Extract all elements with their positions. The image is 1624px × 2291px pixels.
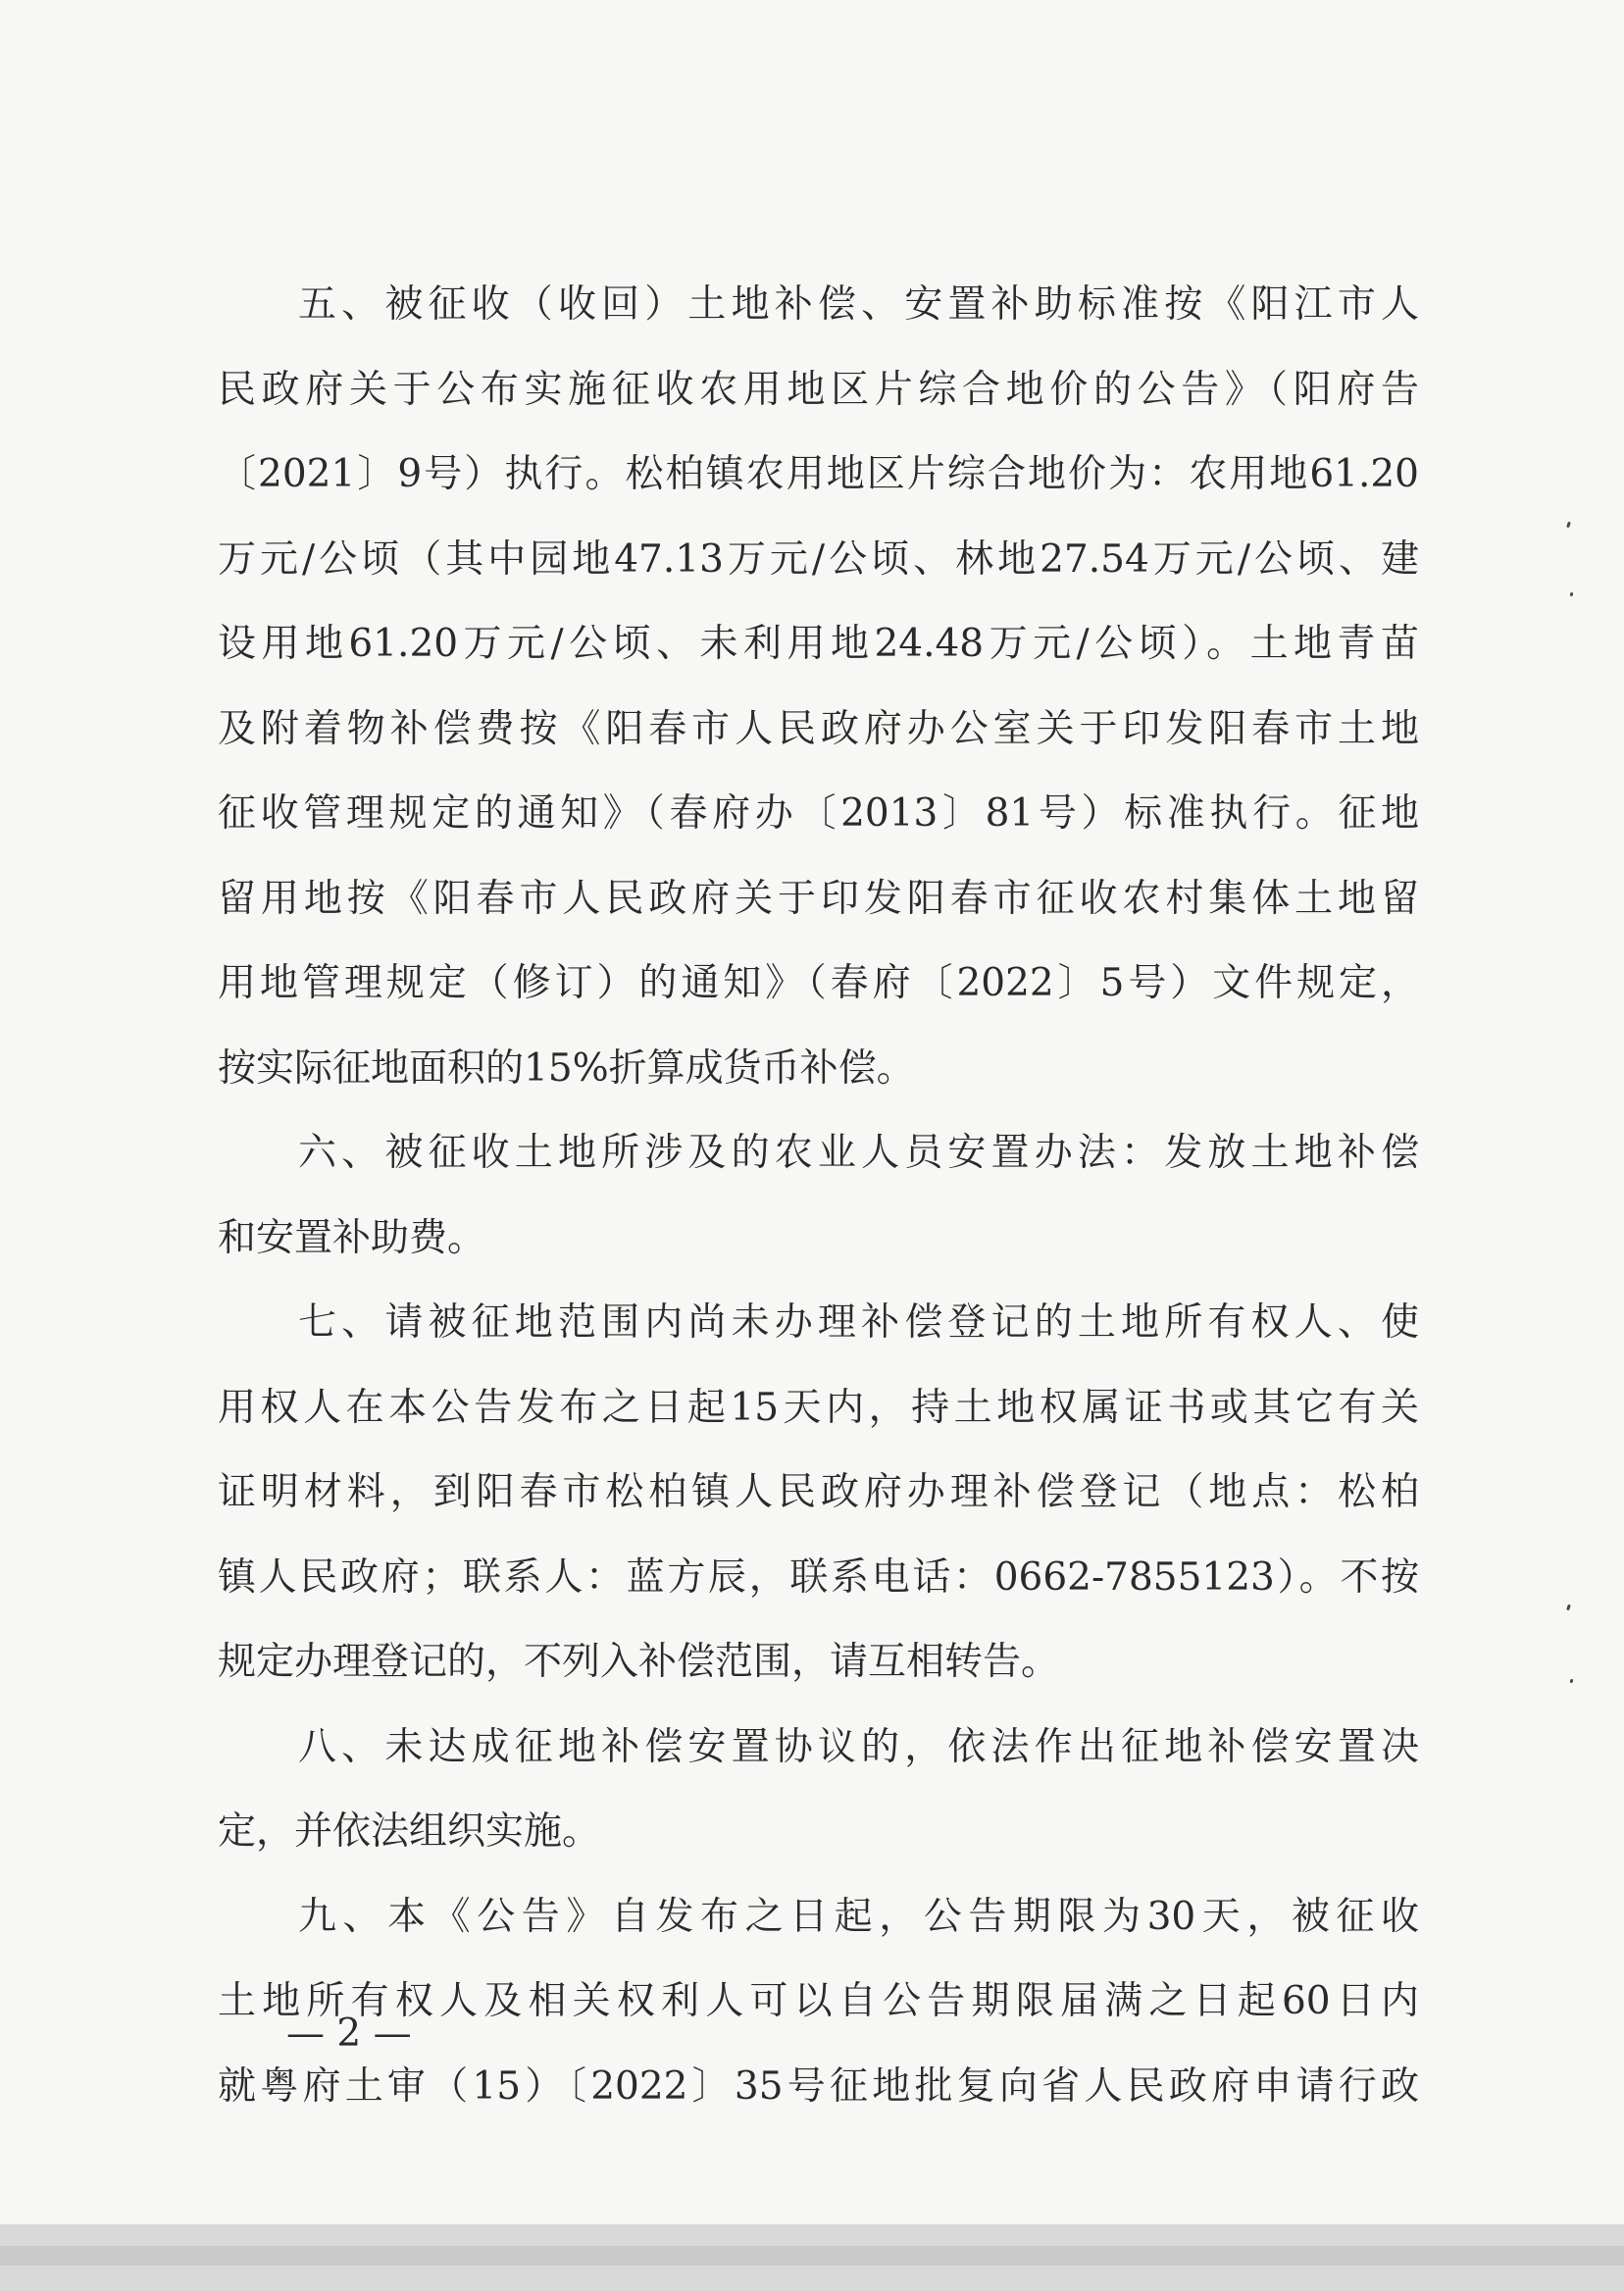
paragraph-5-line-10: 按实际征地面积的15%折算成货币补偿。 [218, 1045, 915, 1091]
paragraph-9-line-1: 九、本《公告》自发布之日起，公告期限为30天，被征收 [298, 1894, 1419, 1939]
scan-bottom-shadow [0, 2246, 1624, 2266]
scan-speck [1566, 522, 1571, 529]
page-number: — 2 — [286, 2011, 412, 2056]
paragraph-6-line-2: 和安置补助费。 [218, 1215, 486, 1260]
scan-speck [1566, 1604, 1571, 1611]
scan-speck [1569, 1679, 1573, 1684]
paragraph-7-line-2: 用权人在本公告发布之日起15天内，持土地权属证书或其它有关 [218, 1385, 1419, 1430]
paragraph-5-line-7: 征收管理规定的通知》（春府办〔2013〕81号）标准执行。征地 [218, 791, 1419, 836]
paragraph-5-line-1: 五、被征收（收回）土地补偿、安置补助标准按《阳江市人 [298, 282, 1419, 327]
paragraph-9-line-3: 就粤府土审（15）〔2022〕35号征地批复向省人民政府申请行政 [218, 2063, 1419, 2109]
document-body [218, 263, 1419, 2129]
paragraph-9-line-2: 土地所有权人及相关权利人可以自公告期限届满之日起60日内 [218, 1979, 1419, 2023]
paragraph-5-line-8: 留用地按《阳春市人民政府关于印发阳春市征收农村集体土地留 [218, 876, 1419, 921]
paragraph-5-line-2: 民政府关于公布实施征收农用地区片综合地价的公告》（阳府告 [218, 367, 1419, 412]
paragraph-8-line-2: 定，并依法组织实施。 [218, 1809, 601, 1854]
paragraph-6-line-1: 六、被征收土地所涉及的农业人员安置办法：发放土地补偿 [298, 1131, 1419, 1175]
paragraph-5-line-9: 用地管理规定（修订）的通知》（春府〔2022〕5号）文件规定， [218, 961, 1419, 1005]
paragraph-7-line-1: 七、请被征地范围内尚未办理补偿登记的土地所有权人、使 [298, 1300, 1419, 1345]
paragraph-5-line-6: 及附着物补偿费按《阳春市人民政府办公室关于印发阳春市土地 [218, 706, 1419, 751]
paragraph-5-line-3: 〔2021〕9号）执行。松柏镇农用地区片综合地价为：农用地61.20 [218, 452, 1419, 496]
scan-speck [1569, 592, 1573, 597]
paragraph-7-line-5: 规定办理登记的，不列入补偿范围，请互相转告。 [218, 1640, 1060, 1684]
paragraph-7-line-3: 证明材料，到阳春市松柏镇人民政府办理补偿登记（地点：松柏 [218, 1470, 1419, 1514]
paragraph-7-line-4: 镇人民政府；联系人：蓝方辰，联系电话：0662-7855123）。不按 [218, 1554, 1419, 1600]
paragraph-8-line-1: 八、未达成征地补偿安置协议的，依法作出征地补偿安置决 [298, 1724, 1419, 1769]
paragraph-5-line-4: 万元/公顷（其中园地47.13万元/公顷、林地27.54万元/公顷、建 [218, 536, 1419, 582]
paragraph-5-line-5: 设用地61.20万元/公顷、未利用地24.48万元/公顷）。土地青苗 [218, 622, 1419, 666]
